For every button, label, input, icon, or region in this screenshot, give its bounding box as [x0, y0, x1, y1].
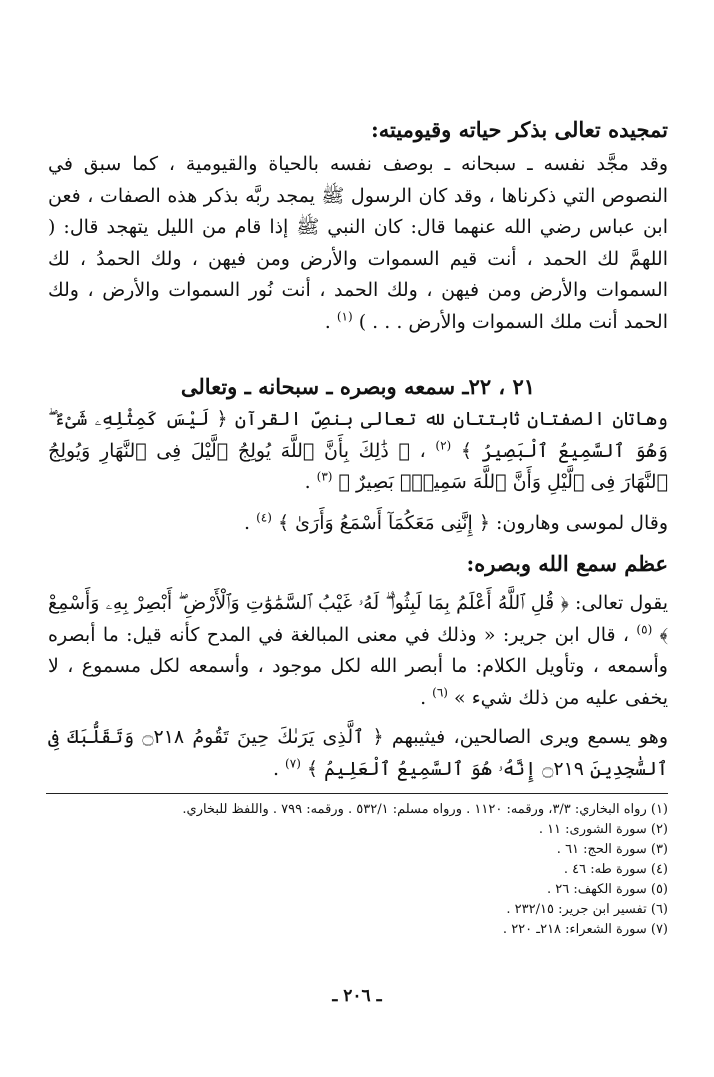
footnote-item: (٥) سورة الكهف: ٢٦ .: [546, 882, 668, 897]
paragraph-musa-harun: وقال لموسى وهارون: ﴿ إِنَّنِى مَعَكُمَآ أَسْمَعُ وَأَرَىٰ ﴾ $^{(٤)}$ .: [244, 510, 668, 534]
paragraph-life-and-qayyumiyyah: وقد مجَّد نفسه ـ سبحانه ـ بوصف نفسه بالحياة والقيومية ، كما سبق في النصوص التي ذكرناها ، وقد كان الرسول ﷺ يمجد ربَّه بذكر هذه الصفات ، فعن ابن عباس رضي الله عنهما قال: كان النبي ﷺ إذا قام من الليل يتهجد قال: ( اللهمَّ لك الحمد ، أنت قيم السموات والأرض ومن فيهن ، ولك الحمدُ ، لك السموات والأرض ومن فيهن ، ولك الحمد ، أنت نُور السموات والأرض ، ولك الحمد أنت ملك السموات والأرض . . . ) $^{(١)}$ .: [48, 153, 668, 333]
separator: ،: [419, 439, 426, 462]
quran-verse-taha: ﴿ إِنَّنِى مَعَكُمَآ أَسْمَعُ وَأَرَىٰ ﴾: [277, 512, 490, 534]
section-heading-hearing-sight: ٢١ ، ٢٢ـ سمعه وبصره ـ سبحانه ـ وتعالى: [180, 374, 536, 399]
footnote-item: (٤) سورة طه: ٤٦ .: [563, 862, 668, 877]
paragraph-text: وقال لموسى وهارون:: [496, 512, 668, 534]
paragraph-text: يقول تعالى:: [575, 592, 668, 614]
footnote-ref-6[interactable]: (٦): [432, 685, 448, 700]
footnote-ref-1[interactable]: (١): [336, 309, 353, 324]
section-heading-greatness: عظم سمع الله وبصره:: [466, 551, 668, 576]
paragraph-attributes-quran: وهاتان الصفتان ثابتتان لله تعالى بنصِّ القرآن ﴿ لَيْسَ كَمِثْلِهِۦ شَىْءٌ ۖ وَهُوَ ٱلسَّمِيعُ ٱلْبَصِيرُ ﴾ $^{(٢)}$ ، ﴿ ذَٰلِكَ بِأَنَّ ٱللَّهَ يُولِجُ ٱلَّيْلَ فِى ٱلنَّهَارِ وَيُولِجُ ٱلنَّهَارَ فِى ٱلَّيْلِ وَأَنَّ ٱللَّهَ سَمِيعٌۢ بَصِيرٌ ﴾ $^{(٣)}$ .: [48, 408, 668, 493]
quran-verse-ash-shura: ﴿ لَيْسَ كَمِثْلِهِۦ شَىْءٌ ۖ وَهُوَ ٱلسَّمِيعُ ٱلْبَصِيرُ ﴾: [48, 408, 668, 462]
page-number: ـ ٢٠٦ ـ: [332, 986, 382, 1006]
footnote-ref-2[interactable]: (٢): [435, 438, 452, 453]
footnote-ref-5[interactable]: (٥): [636, 622, 653, 637]
footnotes: [46, 800, 668, 940]
paragraph-text-quote: ، قال ابن جرير: « وذلك في معنى المبالغة في المدح كأنه قيل: ما أبصره وأسمعه ، وتأويل الكلام: ما أبصر الله لكل موجود ، وأسمعه لكل مسموع ، لا يخفى عليه من ذلك شيء »: [48, 623, 668, 709]
quran-verse-al-kahf: ﴿ قُلِ ٱللَّهُ أَعْلَمُ بِمَا لَبِثُوا۟ ۖ لَهُۥ غَيْبُ ٱلسَّمَٰوَٰتِ وَٱلْأَرْضِ ۖ أَبْصِرْ بِهِۦ وَأَسْمِعْ ﴾: [48, 592, 669, 646]
footnote-item: (٦) تفسير ابن جرير: ٢٣٢/١٥ .: [506, 902, 668, 917]
paragraph-text: وهاتان الصفتان ثابتتان لله تعالى بنصِّ القرآن: [234, 408, 668, 430]
section-heading-life: تمجيده تعالى بذكر حياته وقيوميته:: [371, 117, 668, 142]
footnote-item: (٢) سورة الشورى: ١١ .: [538, 822, 668, 837]
footnote-ref-7[interactable]: (٧): [285, 756, 301, 771]
quran-verse-ash-shuara: ﴿ ٱلَّذِى يَرَىٰكَ حِينَ تَقُومُ ۝٢١٨ وَتَقَلُّبَكَ فِى ٱلسَّٰجِدِينَ ۝٢١٩ إِنَّهُۥ هُوَ ٱلسَّمِيعُ ٱلْعَلِيمُ ﴾: [48, 726, 668, 780]
footnote-item: (١) رواه البخاري: ٣/٣، ورقمه: ١١٢٠ . ورواه مسلم: ٥٣٢/١ . ورقمه: ٧٩٩ . واللفظ للبخاري.: [182, 802, 668, 817]
footnote-ref-4[interactable]: (٤): [256, 510, 272, 525]
paragraph-righteous: وهو يسمع ويرى الصالحين، فيثيبهم ﴿ ٱلَّذِى يَرَىٰكَ حِينَ تَقُومُ ۝٢١٨ وَتَقَلُّبَكَ فِى ٱلسَّٰجِدِينَ ۝٢١٩ إِنَّهُۥ هُوَ ٱلسَّمِيعُ ٱلْعَلِيمُ ﴾ $^{(٧)}$ .: [48, 726, 668, 780]
paragraph-ibn-jarir: يقول تعالى: ﴿ قُلِ ٱللَّهُ أَعْلَمُ بِمَا لَبِثُوا۟ ۖ لَهُۥ غَيْبُ ٱلسَّمَٰوَٰتِ وَٱلْأَرْضِ ۖ أَبْصِرْ بِهِۦ وَأَسْمِعْ ﴾ $^{(٥)}$ ، قال ابن جرير: « وذلك في معنى المبالغة في المدح كأنه قيل: ما أبصره وأسمعه ، وتأويل الكلام: ما أبصر الله لكل موجود ، وأسمعه لكل مسموع ، لا يخفى عليه من ذلك شيء » $^{(٦)}$ .: [48, 592, 669, 709]
quran-verse-al-hajj: ﴿ ذَٰلِكَ بِأَنَّ ٱللَّهَ يُولِجُ ٱلَّيْلَ فِى ٱلنَّهَارِ وَيُولِجُ ٱلنَّهَارَ فِى ٱلَّيْلِ وَأَنَّ ٱللَّهَ سَمِيعٌۢ بَصِيرٌ ﴾: [48, 439, 668, 493]
footnote-item: (٧) سورة الشعراء: ٢١٨ـ ٢٢٠ .: [502, 922, 668, 937]
footnote-item: (٣) سورة الحج: ٦١ .: [556, 842, 668, 857]
paragraph-text: وهو يسمع ويرى الصالحين، فيثيبهم: [391, 726, 668, 748]
paragraph-text: وقد مجَّد نفسه ـ سبحانه ـ بوصف نفسه بالحياة والقيومية ، كما سبق في النصوص التي ذكرناها ، وقد كان الرسول ﷺ يمجد ربَّه بذكر هذه الصفات ، فعن ابن عباس رضي الله عنهما قال: كان النبي ﷺ إذا قام من الليل يتهجد قال: ( اللهمَّ لك الحمد ، أنت قيم السموات والأرض ومن فيهن ، ولك الحمدُ ، لك السموات والأرض ومن فيهن ، ولك الحمد ، أنت نُور السموات والأرض ، ولك الحمد أنت ملك السموات والأرض . . . ): [48, 153, 668, 333]
footnote-divider: [46, 793, 668, 794]
footnote-ref-3[interactable]: (٣): [316, 469, 333, 484]
